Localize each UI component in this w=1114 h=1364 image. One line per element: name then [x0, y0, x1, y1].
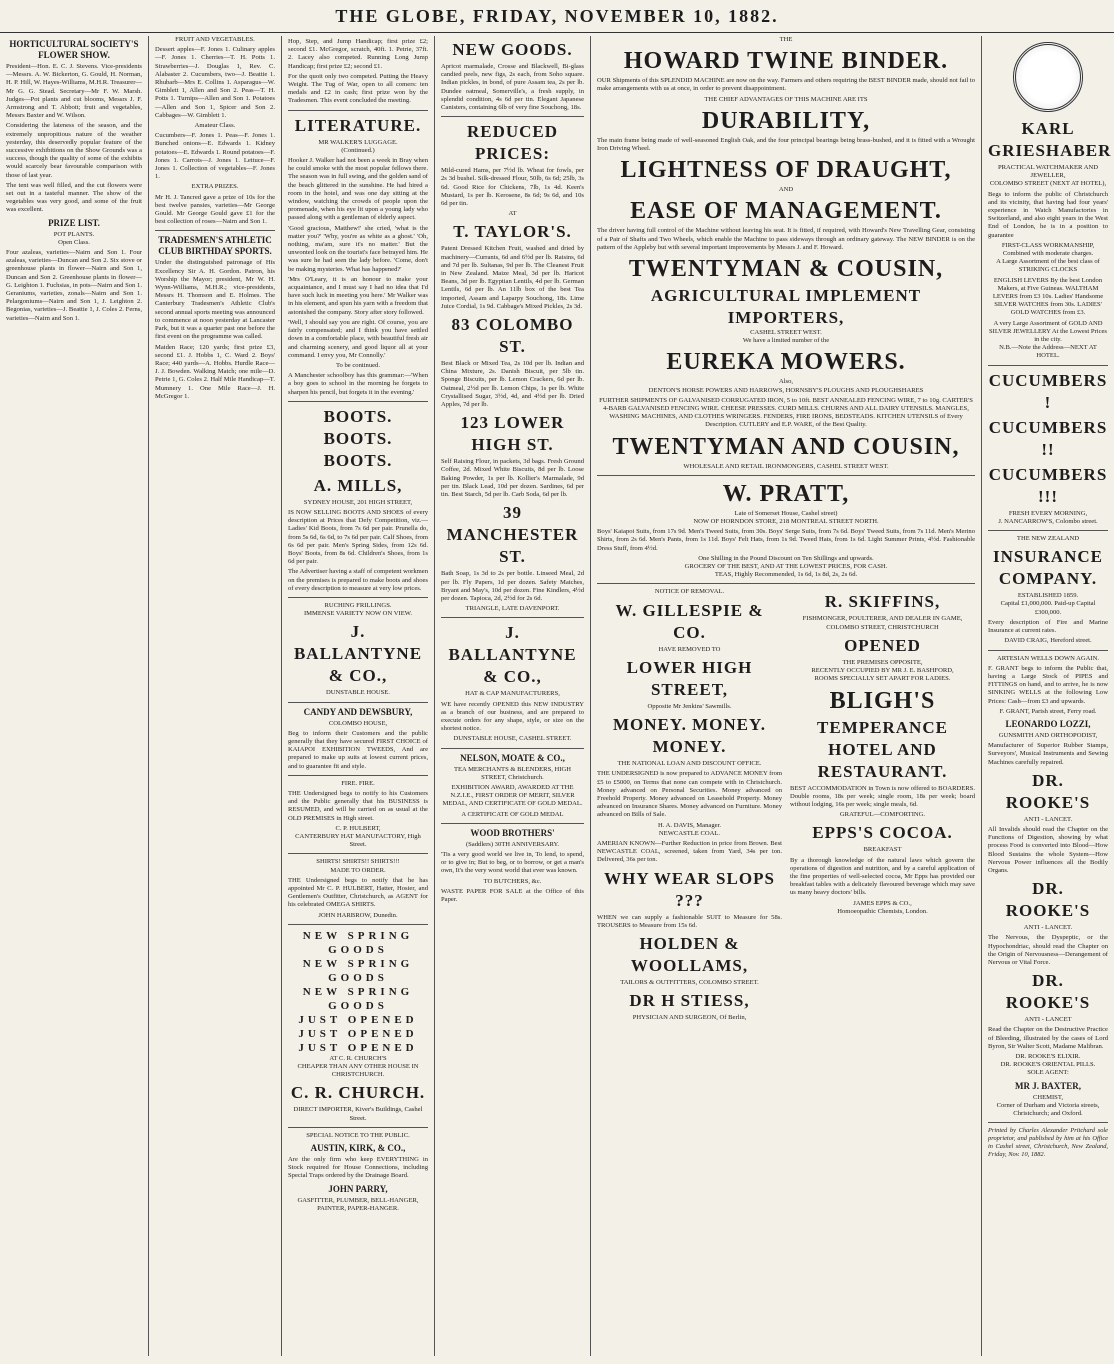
masthead: THE GLOBE, FRIDAY, NOVEMBER 10, 1882. [0, 0, 1114, 33]
fresh-line: FRESH EVERY MORNING, [1008, 509, 1088, 517]
holden-heading: HOLDEN & WOOLLAMS, [630, 933, 749, 975]
karl-address: COLOMBO STREET (NEXT AT HOTEL), [989, 180, 1107, 188]
temperance-heading: TEMPERANCE HOTEL AND RESTAURANT. [817, 717, 948, 781]
pratt-subheading: Late of Somerset House, Cashel street) [734, 509, 838, 517]
pratt-body: Boys' Kaiapoi Suits, from 17s 9d. Men's Tweed Suits, from 30s. Boys' Serge Suits, from 7s 6d. Boys' Tweed Suits, from 7s 11d. Men's Merino Shirts, from 2s 6d. Men's Pants, from 1s 11d. Boys' Felt Hats, from 1s 9d. Tweed Hats, from 1s 6d. Light Summer Prints, 4½d. Fashionable Dress Stuff, from 4½d. [597, 528, 975, 552]
slops-body: WHEN we can supply a fashionable SUIT to Measure for 58s. TROUSERS to Measure from 15s 6d. [597, 913, 782, 929]
karl-heading: KARL GRIESHABER [988, 119, 1112, 160]
stiess-heading: DR H STIESS, [629, 991, 750, 1011]
new-spring-goods-block [288, 929, 428, 1055]
next-address-line: N.B.—Note the Address—NEXT AT HOTEL. [999, 344, 1097, 360]
chemists-line: Homoeopathic Chemists, London. [837, 907, 928, 915]
ballantyne-hat-body: WE have recently OPENED this NEW INDUSTRY as a branch of our business, and are prepared to execute orders for any shape, style, or size on the shortest notice. [441, 700, 584, 733]
lower-high-street-heading: LOWER HIGH STREET, [626, 657, 753, 699]
amateur-body: Cucumbers—F. Jones 1. Peas—F. Jones 1. Bunched onions—E. Edwards 1. Kidney potatoes—E. Edwards 1. Round potatoes—F. Jones 1. Carrots—J. Jones 1. Lettuce—F. Jones 1. Collection of vegetables—F. Jones 1. [155, 132, 275, 181]
hulbert-name: C. P. HULBERT, [335, 824, 381, 832]
austin-heading: AUSTIN, KIRK, & CO., [310, 1143, 406, 1154]
divider [288, 924, 428, 925]
blighs-heading: BLIGH'S [829, 687, 936, 714]
rooms-line: ROOMS SPECIALLY SET APART FOR LADIES. [814, 675, 951, 683]
divider [441, 116, 584, 117]
removed-line: HAVE REMOVED TO [658, 645, 721, 653]
baxter-heading: MR J. BAXTER, [1014, 1080, 1081, 1091]
spring-goods-line: NEW SPRING GOODS [302, 957, 414, 984]
made-to-order: MADE TO ORDER. [330, 866, 386, 874]
pocket-watch-icon [1013, 42, 1083, 112]
special-notice: SPECIAL NOTICE TO THE PUBLIC. [306, 1131, 410, 1139]
sports-continued-2: For the quoit only two competed. Putting the Heavy Weight. The Tug of War, open to all comers: ten medals and £2 in cash; first prize won by the Tradesmen. This event concluded the meeting. [288, 72, 428, 105]
spring-goods-line: NEW SPRING GOODS [302, 985, 414, 1012]
divider [441, 748, 584, 749]
taylors-body: Patent Dressed Kitchen Fruit, washed and dried by machinery—Currants, 6d and 6½d per lb. Raisins, 6d and 7d per lb. Sultanas, 9d per lb. The Cleanest Fruit in New Zealand. Maize Meal, 3d per lb. Haricot Beans, 3d per lb. Egyptian Lentils, 4d per lb. German Lentils, 6d per lb. An 11lb box of the best Tea imported, Assam and Laparpy Souchong, 18s. Lime Juice Cordial, 1s 9d. Cabbage's Mixed Pickles, 2s 3d. [441, 245, 584, 310]
extra-prizes-heading: EXTRA PRIZES. [191, 183, 239, 191]
divider [597, 475, 975, 476]
gillespie-heading: W. GILLESPIE & CO. [615, 600, 764, 642]
cucumbers-line-3: CUCUMBERS !!! [988, 464, 1108, 506]
chemist-line: CHEMIST, [1032, 1093, 1064, 1101]
nz-line: THE NEW ZEALAND [1016, 535, 1080, 543]
church-subheading: DIRECT IMPORTER, Kiver's Buildings, Cashel Street. [293, 1106, 423, 1122]
prize-list-heading: PRIZE LIST. [48, 217, 100, 228]
breakfast-line: BREAKFAST [863, 846, 902, 854]
sports-results: Maiden Race; 120 yards; first prize £3, second £1. J. Hobbs 1, C. Ward 2. Boys' Race; 440 yards—A. Hobbs. Hurdle Race—J. J. Bowden. Walking Match; one mile—D. Petrie 1, G. Coles 2. Half Mile Handicap—T. Mumnery 1. One Mile Race—J. H. McGregor 1. [155, 343, 275, 400]
dunstable-house: DUNSTABLE HOUSE. [326, 689, 390, 697]
taylors-heading: T. TAYLOR'S. [453, 222, 572, 242]
elixir-line: DR. ROOKE'S ELIXIR. [1015, 1052, 1081, 1060]
newcastle-heading: NEWCASTLE COAL. [658, 829, 721, 837]
skiffins-heading: R. SKIFFINS, [824, 592, 941, 612]
gold-jewellery-line: A very Large Assortment of GOLD AND SILVER JEWELLERY At the Lowest Prices in the city. [988, 319, 1107, 344]
column-2 [149, 36, 282, 1356]
capital-line: Capital £1,000,000. Paid-up Capital £300,000. [1000, 600, 1096, 616]
reduced-prices-body: Mild-cured Hams, per 7½d lb. Wheat for fowls, per 2s 3d bushel. Silk-dressed Flour, 50lb, 6s 6d; 25lb, 3s 6d. Good Rice for Chickens, 7lb, 1s 4d. Keen's Mustard, 1s per lb. Kerosene, 8s 6d; 9s 6d, and 10s 6d per tin. [441, 167, 584, 208]
advantages-line: THE CHIEF ADVANTAGES OF THIS MACHINE ARE ITS [704, 95, 868, 103]
wood-subheading: (Saddlers) 30TH ANNIVERSARY. [465, 840, 560, 848]
divider [288, 853, 428, 854]
ruching-heading: RUCHING FRILLINGS. [324, 601, 392, 609]
holden-subheading: TAILORS & OUTFITTERS, COLOMBO STREET. [620, 978, 759, 986]
discount-heading: THE NATIONAL LOAN AND DISCOUNT OFFICE. [617, 760, 762, 768]
discount-body: THE UNDERSIGNED is now prepared to ADVANCE MONEY from £5 to £5000, on Terms that none can compete with in Christchurch. Money advanced on Personal Securities. Money advanced on Freehold Property. Money advanced on Leasehold Property. Money advanced on Insurance Shares. Money advanced on Furniture. Money advanced on Bills of Sale. [597, 770, 782, 819]
pratt-heading: W. PRATT, [722, 480, 850, 507]
twentyman-2-heading: TWENTYMAN AND COUSIN, [612, 433, 960, 460]
spring-goods-line: NEW SPRING GOODS [302, 929, 414, 956]
lower-ads-right [790, 588, 975, 1022]
divider [288, 775, 428, 776]
the-label: THE [779, 36, 793, 43]
divider [988, 530, 1108, 531]
prize-list-body: Four azaleas, varieties—Nairn and Son 1. Four azaleas, varieties—Duncan and Son 2. Six stove or greenhouse plants in flower—Nairn and Son 1, Duncan and Son 2. Greenhouse plants in flower—G. Leighton 1. Fuchsias, in pots—Nairn and Son 1. Geraniums, varieties, zonals—Nairn and Son 1. Pelargoniums—Nairn and Son 1, J. Leighton 2. Begonias, varieties—J. Beattie 1, J. Coles 2. Ferns, varieties—Nairn and Son 1. [6, 249, 142, 322]
lozzi-subheading: GUNSMITH AND ORTHOPODIST, [998, 731, 1098, 739]
cucumbers-line-2: CUCUMBERS !! [988, 417, 1108, 459]
fire-heading: FIRE. FIRE. [341, 779, 375, 787]
divider [288, 1127, 428, 1128]
ease-heading: EASE OF MANAGEMENT. [630, 198, 942, 225]
twentyman-heading: TWENTYMAN & COUSIN, [628, 256, 944, 283]
gold-certificate: A CERTIFICATE OF GOLD MEDAL [461, 810, 564, 818]
also-line: Also, [778, 378, 794, 386]
flower-show-report: Considering the lateness of the season, and the extremely unpropitious nature of the weather yesterday, this deservedly popular feature of the successive exhibitions on the Show Grounds was a success, though the quality of some of the exhibits would scarcely bear favourable comparison with those of last year. [6, 122, 142, 179]
to-be-continued: To be continued. [335, 361, 381, 369]
pratt-address: NOW OF HORNDON STORE, 218 MONTREAL STREET NORTH. [693, 518, 879, 526]
skiffins-subheading: FISHMONGER, POULTERER, AND DEALER IN GAME, [802, 615, 963, 623]
manchester-heading: 39 MANCHESTER ST. [446, 503, 579, 567]
grant-signature: F. GRANT, Parish street, Ferry road. [999, 707, 1097, 715]
divider [597, 583, 975, 584]
epps-name: JAMES EPPS & CO., [853, 899, 912, 907]
newcastle-body: AMERIAN KNOWN—Further Reduction in price from Brown. Best NEWCASTLE COAL, screened, taken from Yard, 34s per ton. Delivered, 36s per ton. [597, 839, 782, 864]
ploughs-line: DENTON'S HORSE POWERS AND HARROWS, HORNSBY'S PLOUGHS AND PLOUGHSHARES [648, 386, 924, 394]
binder-heading: HOWARD TWINE BINDER. [623, 48, 949, 75]
amateur-heading: Amateur Class. [194, 122, 236, 130]
shirts-body: THE Undersigned begs to notify that he has appointed Mr C. P. HULBERT, Hatter, Hosier, and Gentlemen's Outfitter, Christchurch, as AGENT for his celebrated OMEGA SHIRTS. [288, 876, 428, 909]
hulbert-subheading: CANTERBURY HAT MANUFACTORY, High Street. [295, 833, 421, 849]
divider [441, 823, 584, 824]
wood-heading: WOOD BROTHERS' [470, 827, 555, 838]
open-class-heading: Open Class. [58, 238, 90, 246]
triangle-line: TRIANGLE, LATE DAVENPORT. [465, 605, 560, 613]
slops-heading: WHY WEAR SLOPS ??? [604, 868, 775, 910]
removal-heading: NOTICE OF REMOVAL. [654, 588, 725, 596]
davis-signature: H. A. DAVIS, Manager. [657, 821, 722, 829]
hulbert-body: THE Undersigned begs to notify to his Customers and the Public generally that his BUSINESS is RESUMED, and will be carried on as usual at the OLD PREMISES in High street. [288, 789, 428, 822]
nelson-heading: NELSON, MOATE & CO., [460, 752, 565, 763]
durability-heading: DURABILITY, [701, 107, 871, 134]
insurance-heading: INSURANCE COMPANY. [992, 547, 1104, 589]
rooke-body-2: The Nervous, the Dyspeptic, or the Hypochondriac, should read the Chapter on the Origin of Nervousness—Derangement of Nervous or Vital Force. [988, 934, 1108, 966]
fruit-heading: FRUIT AND VEGETABLES. [175, 36, 255, 43]
ease-body: The driver having full control of the Machine without leaving his seat. It is fitted, if required, with Howard's New Travelling Gear, consisting of a Pair of Shafts and Two Wheels, which enable the Machine to pass sideways through an ordinary gateway. The NEW BINDER is on the pattern of the Appleby but with several important improvements by Messrs J. and F. Howard. [597, 227, 975, 251]
karl-subheading: PRACTICAL WATCHMAKER AND JEWELLER, [997, 164, 1098, 180]
levers-body: ENGLISH LEVERS By the best London Makers, at Five Guineas. WALTHAM LEVERS from £3 10s. Ladies' Handsome SILVER WATCHES from 30s. LADIES' GOLD WATCHES from £3. [992, 276, 1104, 317]
lower-high-body: Self Raising Flour, in packets, 3d bags. Fresh Ground Coffee, 2d. Mixed White Biscuits, 8d per lb. Loose Baking Powder, 1s per lb. Kollier's Marmalade, 9d per tin. Black Lead, 10d per dozen. Sardines, 6d per tin. Best Starch, 5d per lb. Carb Soda, 6d per lb. [441, 458, 584, 499]
wholesale-line: WHOLESALE AND RETAIL IRONMONGERS, CASHEL STREET WEST. [683, 462, 889, 470]
mills-heading: A. MILLS, [313, 475, 403, 495]
colombo-body: Best Black or Mixed Tea, 2s 10d per lb. Indian and China Mixture, 2s. Danish Biscuit, per 5lb tin. Sponge Biscuits, per lb. Lemon Crackers, 6d per lb. Oatmeal, 2½d per lb. Lemon Chips, 1s per lb. White Crystallised Sugar, 3½d, 4d, and 4½d per lb. Dried Apples, 7d per lb. [441, 360, 584, 409]
column-1 [0, 36, 149, 1356]
literature-heading: LITERATURE. [294, 115, 422, 135]
stiess-subheading: PHYSICIAN AND SURGEON, Of Berlin, [632, 1014, 747, 1022]
epps-body: By a thorough knowledge of the natural laws which govern the operations of digestion and nutrition, and by a careful application of the fine properties of well-selected cocoa, Mr Epps has provided our breakfast tables with a delicately flavoured beverage which may save us many heavy doctors' bills. [790, 856, 975, 897]
divider [988, 365, 1108, 366]
divider [441, 617, 584, 618]
candy-body: Beg to inform their Customers and the public generally that they have secured FIRST CHOICE of KAIAPOI EXHIBITION TWEEDS, And are prepared to make up suits at lowest current prices, and to guarantee fit and style. [288, 729, 428, 770]
new-goods-body: Apricot marmalade, Crosse and Blackwell, Bi-glass candied peels, new figs, 2s each, from Soho square. Indian pickles, in bond, of pure Assam tea, 2s per lb. Dundee oatmeal, Somerville's, a fresh supply, in splendid condition, 4s 6d per tin. Elegant Japanese Canisters, containing 6lb of very fine Souchong, 18s. [441, 63, 584, 112]
skiffins-address: COLOMBO STREET, CHRISTCHURCH [826, 623, 939, 631]
church-at: AT C. R. CHURCH'S [329, 1054, 387, 1062]
pratt-note: One Shilling in the Pound Discount on Ten Shillings and upwards. [698, 554, 874, 562]
just-opened-line: JUST OPENED [298, 1013, 418, 1026]
anti-lancet-1: ANTI - LANCET. [1023, 815, 1073, 823]
pot-plants-heading: POT PLANTS. [53, 230, 95, 238]
nelson-subheading: TEA MERCHANTS & BLENDERS, HIGH STREET, Christchurch. [453, 765, 572, 781]
artesian-body: F. GRANT begs to inform the Public that, having a Large Stock of PIPES and FITTINGS on hand, and to arrive, he is now SINKING WELLS at the following Low Prices: Cash—from £3 and upwards. [988, 664, 1108, 705]
eureka-intro: We have a limited number of the [742, 337, 830, 345]
temperance-body: BEST ACCOMMODATION in Town is now offered to BOARDERS. Double rooms, 18s per week; single room, 18s per week; board without lodging, 16s per week; single meals, 6d. [790, 784, 975, 808]
opposite-line: Opposite Mr Jenkins' Sawmills. [647, 702, 732, 710]
rooke-body-3: Read the Chapter on the Destructive Practice of Bleeding, illustrated by the cases of Lord Byron, Sir Walter Scott, Madame Malibran. [988, 1026, 1108, 1050]
extra-prizes-body: Mr H. J. Tancred gave a prize of 10s for the best twelve pansies, varieties—Mr George Gould. Mr George Gould gave £1 for the best collection of roses—Nairn and Son 1. [155, 193, 275, 226]
fruit-body: Dessert apples—F. Jones 1. Culinary apples—F. Jones 1. Cherries—T. H. Potts 1. Strawberries—J. Douglas 1, Rev. C. Alabaster 2. Cucumbers, two—J. Beattie 1. Rhubarb—Mrs E. Collins 1. Asparagus—W. Gimblett 1, Allen and Son 2. Peas—T. H. Potts 1. Turnips—Allen and Son 1. Potatoes—Allen and Son 1, Spicer and Son 2. Cabbages—W. Gimblett 1. [155, 46, 275, 119]
just-opened-line: JUST OPENED [298, 1041, 418, 1054]
flower-show-heading: HORTICULTURAL SOCIETY'S FLOWER SHOW. [9, 39, 139, 60]
premises-line: THE PREMISES OPPOSITE, [842, 658, 923, 666]
rooke-heading-3: DR. ROOKE'S [1005, 971, 1091, 1013]
artesian-heading: ARTESIAN WELLS DOWN AGAIN. [996, 654, 1100, 662]
colombo-heading: 83 COLOMBO ST. [451, 315, 574, 357]
parry-heading: JOHN PARRY, [328, 1183, 388, 1194]
printer-imprint: Printed by Charles Alexander Pritchard sole proprietor, and published by him at his Office in Cashel street, Christchurch, New Zealand, Friday, Nov. 10, 1882. [988, 1127, 1108, 1159]
nancarrow-line: J. NANCARROW'S, Colombo street. [998, 517, 1098, 525]
eureka-heading: EUREKA MOWERS. [666, 349, 906, 376]
divider [288, 597, 428, 598]
schoolboy-notice: A Manchester schoolboy has this grammar:—'When a boy goes to school in the morning he forgets to sharpen his pencil, but forgets it in the evening.' [288, 372, 428, 396]
first-class-line: FIRST-CLASS WORKMANSHIP, Combined with moderate charges. [1001, 241, 1095, 258]
dunstable-house-2: DUNSTABLE HOUSE, CASHEL STREET. [453, 735, 572, 743]
lower-ads-row [597, 588, 975, 1022]
ballantyne-heading: J. BALLANTYNE & CO., [293, 622, 423, 686]
teas-line: TEAS, Highly Recommended, 1s 6d, 1s 8d, 2s, 2s 6d. [714, 571, 858, 579]
manchester-body: Bath Soap, 1s 3d to 2s per bottle. Linseed Meal, 2d per lb. Fly Papers, 1d per dozen. Safety Matches, Bryant and May's, 10d per dozen. Fine Kindlers, 4½d per dozen. Tapioca, 2d, 2½d for 2s 6d. [441, 570, 584, 602]
award-text: EXHIBITION AWARD, AWARDED AT THE N.Z.I.E., FIRST ORDER OF MERIT, SILVER MEDAL, AND CERTIFICATE OF GOLD MEDAL. [442, 783, 583, 808]
rooke-body-1: All Invalids should read the Chapter on the Functions of Digestion, showing by what process Food is converted into Blood—How Blood Sustains the whole System—How Nervous Power influences all the Bodily Organs. [988, 825, 1108, 874]
epps-heading: EPPS'S COCOA. [812, 823, 953, 843]
sports-continued: Hop, Step, and Jump Handicap; first prize £2; second £1. McGregor, scratch, 40ft. 1. Petrie, 37ft. 2. Lacey also competed. Running Long Jump Handicap; first prize £2; second £1. [288, 38, 428, 70]
literature-continued: (Continued.) [341, 146, 375, 154]
parry-subheading: GASFITTER, PLUMBER, BELL-HANGER, PAINTER, PAPER-HANGER. [297, 1196, 419, 1212]
grateful-line: GRATEFUL—COMFORTING. [839, 811, 926, 819]
new-goods-heading: NEW GOODS. [452, 40, 573, 59]
rooke-heading-1: DR. ROOKE'S [1005, 770, 1091, 812]
column-3 [282, 36, 435, 1356]
cheaper-line: CHEAPER THAN ANY OTHER HOUSE IN CHRISTCHURCH. [297, 1063, 419, 1079]
austin-body: Are the only firm who keep EVERYTHING in Stock required for House Connections, including Special Traps ordered by the Drainage Board. [288, 1156, 428, 1180]
column-5 [591, 36, 982, 1356]
binder-body: OUR Shipments of this SPLENDID MACHINE are now on the way. Farmers and others requiring the BEST BINDER made, should not fail to make arrangements with us at once, in order to prevent disappointment. [597, 77, 975, 93]
boots-heading: BOOTS. BOOTS. BOOTS. [323, 406, 393, 470]
mills-note: The Advertiser having a staff of competent workmen on the premises is prepared to make boots and shoes of every description to measure at very low prices. [288, 568, 428, 592]
divider [988, 1122, 1108, 1123]
pills-line: DR. ROOKE'S ORIENTAL PILLS. [1000, 1061, 1096, 1069]
established-line: ESTABLISHED 1859. [1017, 592, 1079, 600]
ballantyne-hat-heading: J. BALLANTYNE & CO., [448, 623, 577, 687]
mills-body: IS NOW SELLING BOOTS AND SHOES of every description at Prices that Defy Competition, viz.— Ladies' Kid Boots, from 7s 6d per pair. Prunella do, from 5s 6d, 6s 6d, to 7s 6d per pair. Calf Shoes, from 6s 6d per pair. Men's Spring Sides, from 12s 6d. Boys' Boots, from 8s 6d. Children's Shoes, from 1s 6d per pair. [288, 508, 428, 566]
occupied-line: RECENTLY OCCUPIED BY MR J. E. BASHFORD, [811, 667, 954, 675]
tradesmen-heading: TRADESMEN'S ATHLETIC CLUB BIRTHDAY SPORTS. [158, 235, 272, 257]
literature-body-2: 'Good gracious, Matthew!' she cried, 'what is the matter you?' 'Why, you're as white as a ghost.' 'Oh, nothing, ma'am, sure it's no matter.' But the unwonted look on the tourist's face betrayed him. He was sure he had seen the lady before. 'Come, don't be making mysteries. What has happened?' [288, 224, 428, 273]
divider [288, 401, 428, 402]
durability-body: The main frame being made of well-seasoned English Oak, and the four principal bearings being brass-bushed, and it is fitted with a Wrought Iron Driving Wheel. [597, 136, 975, 153]
reduced-prices-heading: REDUCED PRICES: [466, 122, 559, 164]
shipments-body: FURTHER SHIPMENTS OF GALVANISED CORRUGATED IRON, 5 to 10ft. BEST ANNEALED FENCING WIRE, 7 to 10g. CARTER'S 4-BARB GALVANISED FENCING WIRE. CHEESE PRESSES. CURD MILLS. CHURNS AND ALL DAIRY UTENSILS. MANGLES, WASHING MACHINES, AND CLOTHES WRINGERS. FENDERS, FIRE IRONS, BEDSTEADS. KITCHEN UTENSILS of Every Description. CUTLERY and E.P. WARE, of the Best Quality. [599, 396, 973, 429]
and-line: AND [778, 186, 794, 194]
candy-subheading: COLOMBO HOUSE, [328, 719, 388, 727]
column-4 [435, 36, 591, 1356]
divider [988, 650, 1108, 651]
butchers-heading: TO BUTCHERS, &c. [483, 877, 542, 885]
money-heading: MONEY. MONEY. MONEY. [613, 715, 766, 757]
tradesmen-body: Under the distinguished patronage of His Excellency Sir A. H. Gordon. Patron, his Worship the Mayor; president, Mr W. H. Wynn-Williams, M.H.R.; vice-presidents, Messrs H. Thomson and E. Holmes. The Canterbury Tradesmen's Athletic Club's second annual sports meeting was announced to commence at noon yesterday at Lancaster Park, but it was a quarter past one before the first event on the programme was called. [155, 259, 275, 341]
flower-show-report-2: The tent was well filled, and the cut flowers were set out in a tasteful manner. The show of the vegetables was very good, and some of the fruit was excellent. [6, 181, 142, 214]
lozzi-heading: LEONARDO LOZZI, [1005, 718, 1091, 729]
immense-heading: IMMENSE VARIETY NOW ON VIEW. [303, 610, 412, 618]
lower-ads-left [597, 588, 782, 1022]
divider [288, 702, 428, 703]
wood-body: 'Tis a very good world we live in, To lend, to spend, or to give in; But to beg, or to borrow, or get a man's own, It's the very worst world that ever was known. [441, 850, 584, 875]
lozzi-body: Manufacturer of Superior Rubber Stamps, Surveyors', Musical Instruments and Sewing Machines carefully repaired. [988, 742, 1108, 766]
at-line: AT [508, 210, 517, 218]
opened-heading: OPENED [844, 635, 921, 655]
karl-body: Begs to inform the public of Christchurch and its vicinity, that having had four years' experience in Watch Manufactories in Switzerland, and also eight years in the West End of London, he is in a position to guarantee [988, 190, 1108, 239]
agricultural-heading: AGRICULTURAL IMPLEMENT IMPORTERS, [650, 286, 922, 328]
anti-lancet-3: ANTI - LANCET [1024, 1016, 1072, 1024]
lightness-heading: LIGHTNESS OF DRAUGHT, [620, 157, 952, 184]
waste-paper: WASTE PAPER FOR SALE at the Office of this Paper. [441, 887, 584, 903]
craig-line: DAVID CRAIG, Hereford street. [1004, 637, 1092, 645]
rooke-heading-2: DR. ROOKE'S [1005, 879, 1091, 921]
anti-lancet-2: ANTI - LANCET. [1023, 924, 1073, 932]
literature-body-3: 'Mrs O'Leary, it is an honour to make your acquaintance, and I must say I had no idea that I'd have such luck in meeting you here.' Mr Walker was in his element, and spun his yarn with a freedom that astonished the company. Story after story followed. [288, 275, 428, 316]
sole-agent-line: SOLE AGENT: [1027, 1069, 1069, 1077]
corner-line: Corner of Durham and Victoria streets, Christchurch; and Oxford. [996, 1101, 1100, 1117]
cashel-street: CASHEL STREET WEST. [750, 329, 822, 337]
striking-clocks-line: A Large Assortment of the best class of STRIKING CLOCKS [996, 258, 1100, 274]
shirts-heading: SHIRTS! SHIRTS!! SHIRTS!!! [316, 858, 400, 866]
insurance-body: Every description of Fire and Marine Insurance at current rates. [988, 618, 1108, 635]
mills-address: SYDNEY HOUSE, 201 HIGH STREET, [303, 498, 413, 506]
harbrow-signature: JOHN HARBROW, Dunedin. [318, 911, 398, 919]
hat-subheading: HAT & CAP MANUFACTURERS, [465, 690, 560, 698]
flower-show-officers: President—Hon. E. C. J. Stevens. Vice-presidents—Messrs. A. W. Bickerton, G. Gould, H. Norman, H. P. Hill, W. Hayes-Williams, M.H.R. Treasurer—Mr G. G. Stead. Secretary—Mr F. W. Marsh. Judges—Pot plants and cut blooms, Messrs J. F. Armstrong and T. Abbott; fruit and vegetables, Messrs Baxter and W. Wilson. [6, 63, 142, 120]
just-opened-line: JUST OPENED [298, 1027, 418, 1040]
literature-subheading: MR WALKER'S LUGGAGE. [318, 138, 398, 146]
literature-body: Hooker J. Walker had not been a week in Bray when he could smoke with the most popular fellows there. The season was in full swing, and the golden sand of the beach glittered in the sunshine. He had hired a room in the hotel, and was one day sitting at the window, watching the crowds of people upon the promenade, when his eye lit upon a young lady who passed along with a gentleman of elderly aspect. [288, 157, 428, 222]
divider [155, 230, 275, 231]
cucumbers-line-1: CUCUMBERS ! [988, 370, 1108, 412]
candy-heading: CANDY AND DEWSBURY, [303, 706, 413, 717]
literature-body-4: 'Well, I should say you are right. Of course, you are fairly compensated; and I think you have settled down in a comfortable place, with beautiful fresh air and charming scenery, and good liquor all at your command. I envy you, Mr Connolly.' [288, 318, 428, 359]
church-heading: C. R. CHURCH. [290, 1083, 426, 1103]
divider [288, 110, 428, 111]
grocery-line: GROCERY OF THE BEST, AND AT THE LOWEST PRICES, FOR CASH. [684, 563, 888, 571]
column-6 [982, 36, 1114, 1356]
lower-high-heading: 123 LOWER HIGH ST. [460, 413, 565, 455]
